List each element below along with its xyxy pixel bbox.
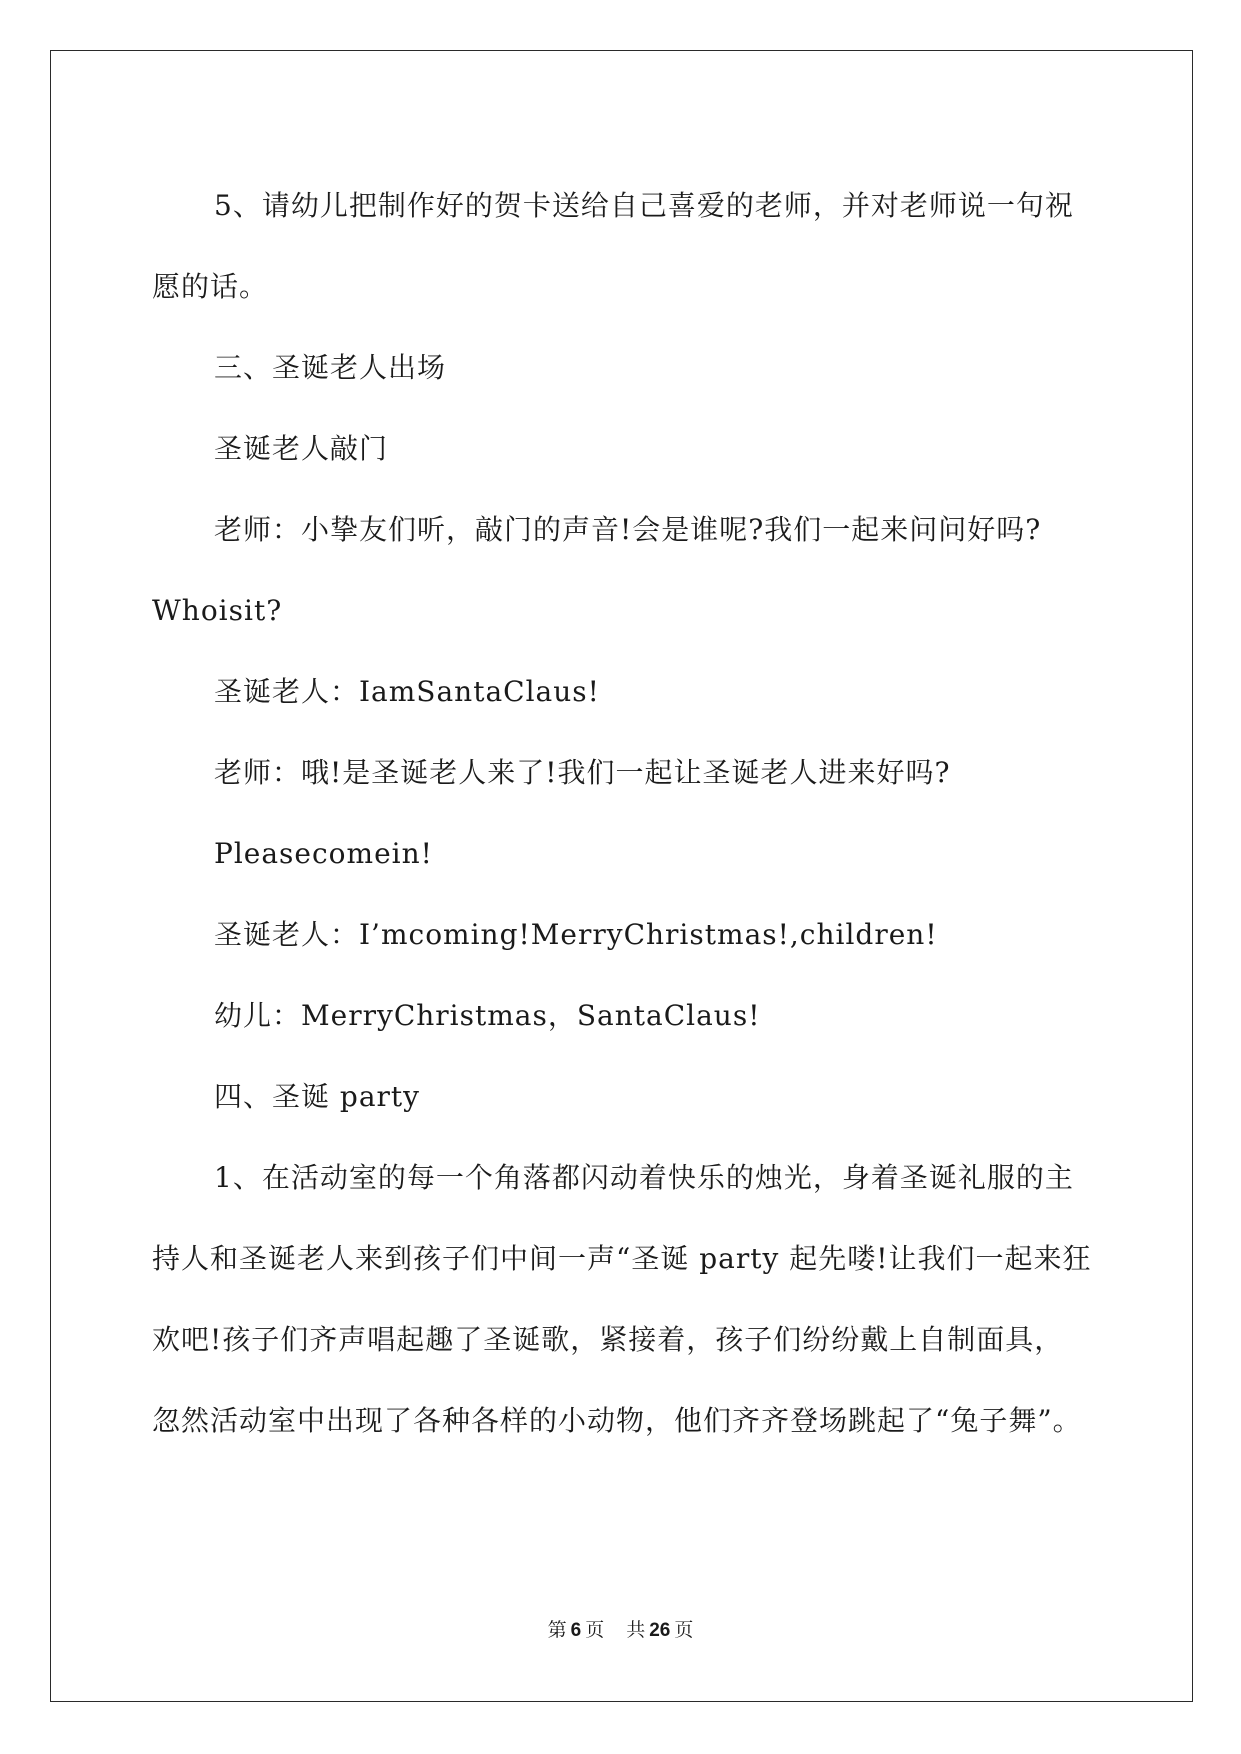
document-body — [152, 165, 1092, 1461]
total-pages: 26 — [649, 1620, 671, 1641]
dialogue-santa-1: 圣诞老人：IamSantaClaus! — [214, 675, 600, 708]
page-number: 6 — [570, 1620, 582, 1641]
total-suffix: 页 — [674, 1619, 694, 1641]
dialogue-teacher-1: 老师：小挚友们听，敲门的声音!会是谁呢?我们一起来问问好吗?Whoisit? — [152, 513, 1042, 627]
paragraph-party: 1、在活动室的每一个角落都闪动着快乐的烛光，身着圣诞礼服的主持人和圣诞老人来到孩子们中间一声“圣诞 party 起先喽!让我们一起来狂欢吧!孩子们齐声唱起趣了圣诞歌，紧接着，孩子们纷纷戴上自制面具，忽然活动室中出现了各种各样的小动物，他们齐齐登场跳起了“兔子舞”。 — [152, 1161, 1092, 1437]
page-prefix: 第 — [547, 1619, 567, 1641]
dialogue-teacher-2: 老师：哦!是圣诞老人来了!我们一起让圣诞老人进来好吗? — [214, 756, 951, 789]
dialogue-children: 幼儿：MerryChristmas，SantaClaus! — [214, 999, 761, 1032]
dialogue-please-come-in: Pleasecomein! — [214, 837, 433, 870]
dialogue-santa-2: 圣诞老人：I’mcoming!MerryChristmas!,children! — [214, 918, 938, 951]
page-suffix: 页 — [585, 1619, 605, 1641]
paragraph-knock: 圣诞老人敲门 — [214, 432, 389, 465]
total-prefix: 共 — [626, 1619, 646, 1641]
paragraph-1: 5、请幼儿把制作好的贺卡送给自己喜爱的老师，并对老师说一句祝愿的话。 — [152, 189, 1074, 303]
section-heading-4: 四、圣诞 party — [214, 1080, 420, 1113]
section-heading-3: 三、圣诞老人出场 — [214, 351, 447, 384]
page-footer — [0, 1615, 1241, 1642]
